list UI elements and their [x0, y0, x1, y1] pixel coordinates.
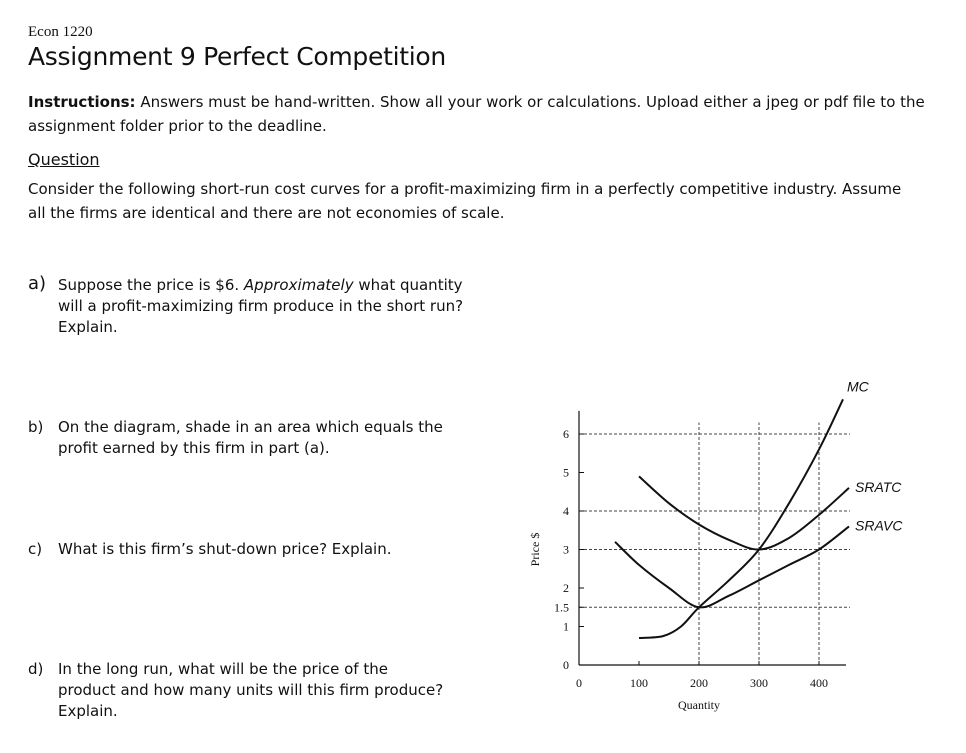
- part-c-letter: c): [28, 540, 43, 558]
- part-a-emphasis: Approximately: [243, 276, 354, 294]
- part-c-text: What is this firm’s shut-down price? Explain.: [58, 540, 392, 558]
- mc-label: MC: [847, 378, 869, 395]
- part-b-text: On the diagram, shade in an area which equals the profit earned by this firm in part (a).: [58, 418, 443, 457]
- course-code: Econ 1220: [28, 24, 93, 40]
- x-axis-label: Quantity: [678, 698, 720, 712]
- mc-curve: [639, 399, 843, 638]
- part-d-letter: d): [28, 660, 44, 678]
- x-tick-label: 400: [810, 676, 828, 690]
- y-tick-label: 6: [563, 427, 569, 441]
- sratc-label: SRATC: [855, 478, 902, 495]
- y-tick-label: 1: [563, 619, 569, 634]
- sratc-curve: [639, 476, 849, 549]
- x-tick-label: 0: [576, 676, 582, 690]
- page-title: Assignment 9 Perfect Competition: [28, 42, 446, 71]
- instructions-label: Instructions:: [28, 93, 136, 111]
- question-heading: Question: [28, 150, 100, 169]
- y-tick-label: 3: [563, 542, 569, 557]
- part-a-letter: a): [28, 273, 47, 294]
- y-tick-label: 1.5: [554, 600, 569, 615]
- x-tick-label: 200: [690, 676, 708, 690]
- sravc-label: SRAVC: [855, 517, 903, 534]
- x-tick-label: 300: [750, 676, 768, 690]
- y-tick-label: 0: [563, 658, 569, 672]
- x-tick-label: 100: [630, 676, 648, 690]
- part-d-text: In the long run, what will be the price of the product and how many units will this firm produce? Explain.: [58, 660, 444, 720]
- y-tick-label: 2: [563, 581, 569, 595]
- y-tick-label: 5: [563, 465, 569, 480]
- sravc-curve: [615, 526, 849, 607]
- part-a-text: Suppose the price is $6. Approximately what quantity will a profit-maximizing firm produce in the short run? Explain.: [58, 276, 464, 336]
- instructions-text: Answers must be hand-written. Show all your work or calculations. Upload either a jpeg or pdf file to the assignment folder prior to the deadline.: [28, 93, 925, 135]
- y-tick-label: 4: [563, 504, 569, 518]
- part-b-letter: b): [28, 418, 44, 436]
- y-axis-label: Price $: [528, 532, 542, 567]
- question-body: Consider the following short-run cost curves for a profit-maximizing firm in a perfectly competitive industry. Assume all the firms are identical and there are not economies of scale.: [28, 180, 902, 222]
